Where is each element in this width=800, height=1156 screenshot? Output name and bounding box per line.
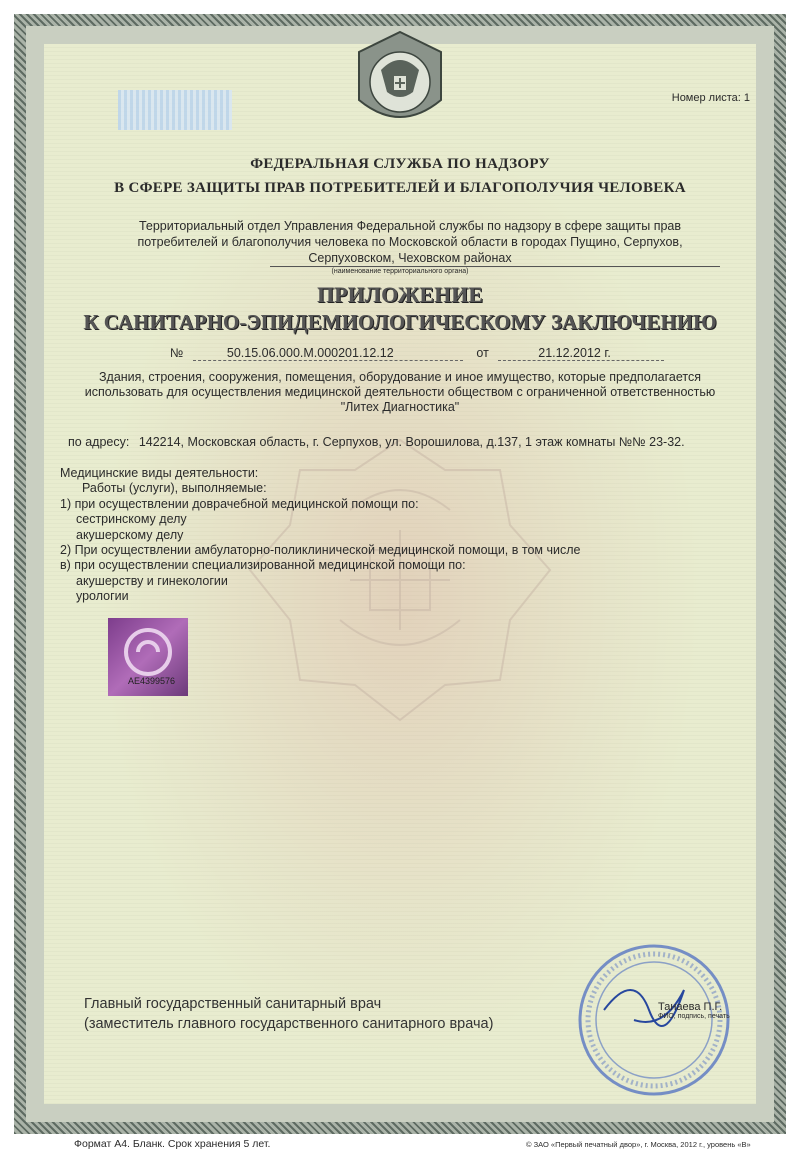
signature-caption: ФИО, подпись, печать [658, 1013, 730, 1020]
list-item: Работы (услуги), выполняемые: [82, 481, 267, 496]
hologram-code: АЕ4399576 [128, 676, 176, 686]
list-item: акушерству и гинекологии [76, 573, 228, 588]
list-item: сестринскому делу [76, 512, 187, 527]
sheet-number: Номер листа: 1 [671, 92, 750, 104]
address-label: по адресу: [68, 435, 130, 449]
date-value: 21.12.2012 г. [498, 346, 664, 361]
date-label: от [476, 346, 489, 360]
list-item: акушерскому делу [76, 527, 184, 542]
list-item: 2) При осуществлении амбулаторно-поликлинической медицинской помощи, в том числе [60, 543, 581, 558]
document-title: ПРИЛОЖЕНИЕ [317, 282, 483, 307]
signer-title: Главный государственный санитарный врач [84, 996, 382, 1012]
footer-printer: © ЗАО «Первый печатный двор», г. Москва, 2012 г., уровень «В» [526, 1140, 751, 1149]
list-item: 1) при осуществлении доврачебной медицинской помощи по: [60, 496, 419, 511]
official-seal-icon [574, 940, 734, 1100]
subject-line1: Здания, строения, сооружения, помещения, оборудование и иное имущество, которые предполагается [98, 370, 701, 384]
number-row [170, 346, 664, 361]
signer-subtitle: (заместитель главного государственного санитарного врача) [84, 1016, 494, 1032]
subject-line2: использовать для осуществления медицинской деятельности обществом с ограниченной ответственностью [84, 385, 716, 399]
department-underline [270, 266, 720, 267]
list-item: в) при осуществлении специализированной медицинской помощи по: [60, 558, 466, 573]
footer-format: Формат А4. Бланк. Срок хранения 5 лет. [74, 1138, 271, 1150]
number-label: № [170, 346, 184, 360]
department-line3: Серпуховском, Чеховском районах [308, 251, 512, 265]
coat-of-arms-icon [351, 30, 449, 134]
agency-name-line2: В СФЕРЕ ЗАЩИТЫ ПРАВ ПОТРЕБИТЕЛЕЙ И БЛАГОПОЛУЧИЯ ЧЕЛОВЕКА [114, 180, 686, 196]
list-item: урологии [76, 589, 129, 604]
document-subtitle: К САНИТАРНО-ЭПИДЕМИОЛОГИЧЕСКОМУ ЗАКЛЮЧЕНИЮ [83, 310, 717, 334]
agency-name-line1: ФЕДЕРАЛЬНАЯ СЛУЖБА ПО НАДЗОРУ [250, 156, 550, 172]
address-row [68, 435, 685, 449]
hologram-strip [118, 90, 232, 130]
department-line2: потребителей и благополучия человека по Московской области в городах Пущино, Серпухов, [137, 235, 683, 249]
number-value: 50.15.06.000.М.000201.12.12 [193, 346, 463, 361]
address-value: 142214, Московская область, г. Серпухов, ул. Ворошилова, д.137, 1 этаж комнаты №№ 23-32. [138, 435, 685, 449]
signatory-name: Танаева П.Г. [658, 1001, 723, 1013]
department-caption: (наименование территориального органа) [331, 268, 469, 275]
activities-list [60, 466, 580, 605]
subject-line3: "Литех Диагностика" [340, 400, 460, 414]
list-item: Медицинские виды деятельности: [60, 466, 259, 480]
department-line1: Территориальный отдел Управления Федеральной службы по надзору в сфере защиты прав [138, 219, 682, 233]
